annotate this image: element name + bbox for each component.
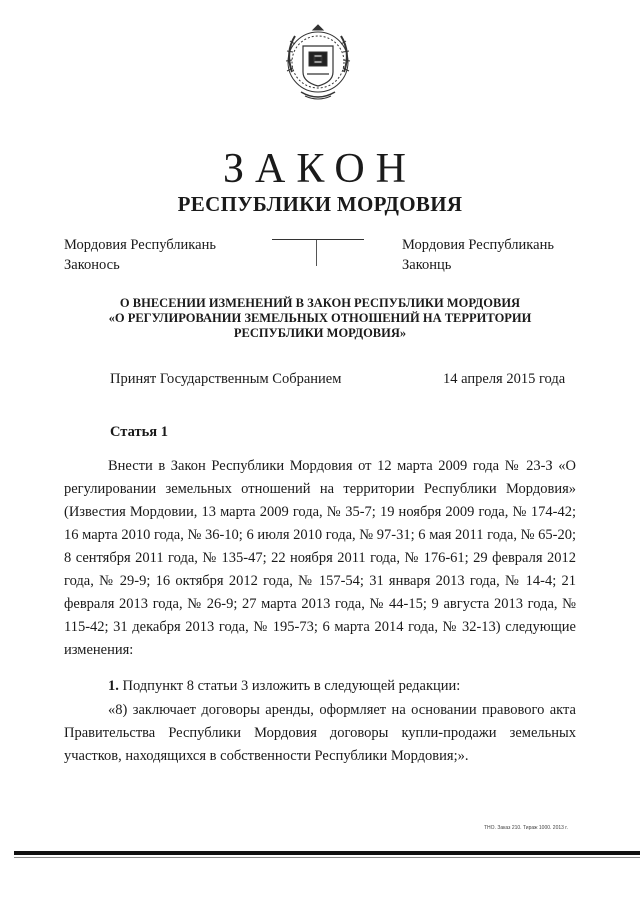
bottom-rule xyxy=(14,851,640,855)
document-subtitle: РЕСПУБЛИКИ МОРДОВИЯ xyxy=(177,192,463,216)
law-title-line3: РЕСПУБЛИКИ МОРДОВИЯ» xyxy=(233,326,407,340)
right-header-line2: Законць xyxy=(402,257,452,273)
article-quote: «8) заключает договоры аренды, оформляет на основании правового акта Правительства Республики Мордовия договоры купли-продажи земельных участков, находящихся в собственности Республики Мордовия;». xyxy=(64,702,576,764)
document-title: ЗАКОН xyxy=(222,146,417,192)
adoption-date: 14 апреля 2015 года xyxy=(443,371,566,387)
left-header-block xyxy=(64,235,216,275)
law-title-line2: «О РЕГУЛИРОВАНИИ ЗЕМЕЛЬНЫХ ОТНОШЕНИЙ НА ТЕРРИТОРИИ xyxy=(108,311,532,325)
article-item-1-number: 1. xyxy=(108,678,119,694)
law-title-line1: О ВНЕСЕНИИ ИЗМЕНЕНИЙ В ЗАКОН РЕСПУБЛИКИ МОРДОВИЯ xyxy=(119,296,521,310)
coat-of-arms-emblem xyxy=(279,22,357,108)
right-header-line1: Мордовия Республикань xyxy=(402,237,554,253)
center-divider-tick xyxy=(316,240,317,266)
article-heading: Статья 1 xyxy=(110,424,168,440)
law-title xyxy=(90,296,550,341)
left-header-line1: Мордовия Республикань xyxy=(64,237,216,253)
article-paragraph-1: Внести в Закон Республики Мордовия от 12 марта 2009 года № 23-З «О регулировании земельных отношений на территории Республики Мордовия» (Известия Мордовии, 13 марта 2009 года, № 35-7; 19 ноября 2009 года, № 174-42; 16 марта 2010 года, № 36-10; 6 июля 2010 года, № 97-31; 6 мая 2011 года, № 65-20; 8 сентября 2011 года, № 135-47; 22 ноября 2011 года, № 176-61; 29 февраля 2012 года, № 29-9; 16 октября 2012 года, № 157-54; 31 января 2013 года, № 14-4; 21 февраля 2013 года, № 26-9; 27 марта 2013 года, № 44-15; 9 августа 2013 года, № 115-42; 31 декабря 2013 года, № 195-73; 6 марта 2014 года, № 32-13) следующие изменения: xyxy=(64,458,576,658)
right-header-block xyxy=(402,235,554,275)
bottom-rule-thin xyxy=(14,857,640,858)
adoption-text: Принят Государственным Собранием xyxy=(110,371,342,387)
print-note: ТНО. Заказ 210. Тираж 1000. 2013 г. xyxy=(484,825,568,831)
article-item-1 xyxy=(64,675,576,698)
center-divider-line xyxy=(272,239,364,240)
article-item-1-text: Подпункт 8 статьи 3 изложить в следующей редакции: xyxy=(118,678,461,694)
left-header-line2: Законось xyxy=(64,257,120,273)
